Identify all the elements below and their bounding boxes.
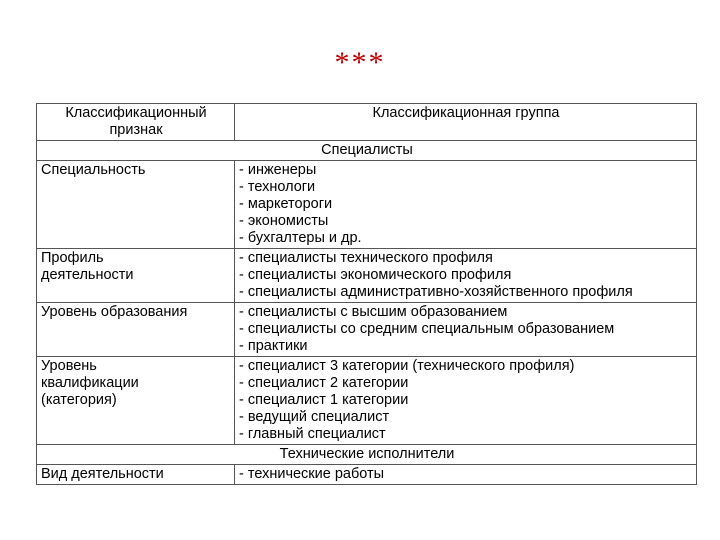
- list-item: - экономисты: [239, 213, 329, 229]
- table-row: [37, 249, 697, 303]
- group-row: [37, 445, 697, 465]
- attribute-cell: [37, 465, 235, 485]
- table-row: [37, 357, 697, 445]
- attribute-line: Уровень: [41, 358, 97, 374]
- slide-title: ***: [334, 46, 386, 79]
- table-row: [37, 161, 697, 249]
- list-item: - специалисты с высшим образованием: [239, 304, 508, 320]
- items-cell: [235, 249, 697, 303]
- list-item: - специалист 1 категории: [239, 392, 409, 408]
- table-row: [37, 303, 697, 357]
- list-item: - главный специалист: [239, 426, 386, 442]
- items-cell: [235, 161, 697, 249]
- list-item: - маркетороги: [239, 196, 333, 212]
- attribute-cell: [37, 161, 235, 249]
- header-attribute: [37, 104, 235, 141]
- header-group: Классификационная группа: [235, 104, 697, 141]
- list-item: - специалисты технического профиля: [239, 250, 493, 266]
- attribute-line: Уровень образования: [41, 304, 188, 320]
- list-item: - специалист 2 категории: [239, 375, 409, 391]
- header-attribute-line: признак: [109, 122, 163, 138]
- attribute-cell: [37, 303, 235, 357]
- items-cell: [235, 357, 697, 445]
- attribute-line: Профиль: [41, 250, 104, 266]
- list-item: - технологи: [239, 179, 316, 195]
- list-item: - ведущий специалист: [239, 409, 390, 425]
- group-row: [37, 141, 697, 161]
- table-row: [37, 465, 697, 485]
- attribute-line: Специальность: [41, 162, 146, 178]
- items-cell: [235, 303, 697, 357]
- list-item: - специалист 3 категории (технического профиля): [239, 358, 575, 374]
- list-item: - специалисты экономического профиля: [239, 267, 512, 283]
- attribute-cell: [37, 357, 235, 445]
- list-item: - специалисты со средним специальным образованием: [239, 321, 615, 337]
- attribute-line: квалификации: [41, 375, 139, 391]
- attribute-line: (категория): [41, 392, 117, 408]
- classification-table: [36, 103, 697, 485]
- attribute-line: Вид деятельности: [41, 466, 164, 482]
- list-item: - специалисты административно-хозяйственного профиля: [239, 284, 633, 300]
- group-title: Специалисты: [37, 141, 697, 161]
- attribute-cell: [37, 249, 235, 303]
- group-title: Технические исполнители: [37, 445, 697, 465]
- list-item: - инженеры: [239, 162, 317, 178]
- header-row: [37, 104, 697, 141]
- attribute-line: деятельности: [41, 267, 134, 283]
- header-attribute-line: Классификационный: [65, 105, 207, 121]
- items-cell: [235, 465, 697, 485]
- list-item: - бухгалтеры и др.: [239, 230, 362, 246]
- list-item: - технические работы: [239, 466, 385, 482]
- list-item: - практики: [239, 338, 308, 354]
